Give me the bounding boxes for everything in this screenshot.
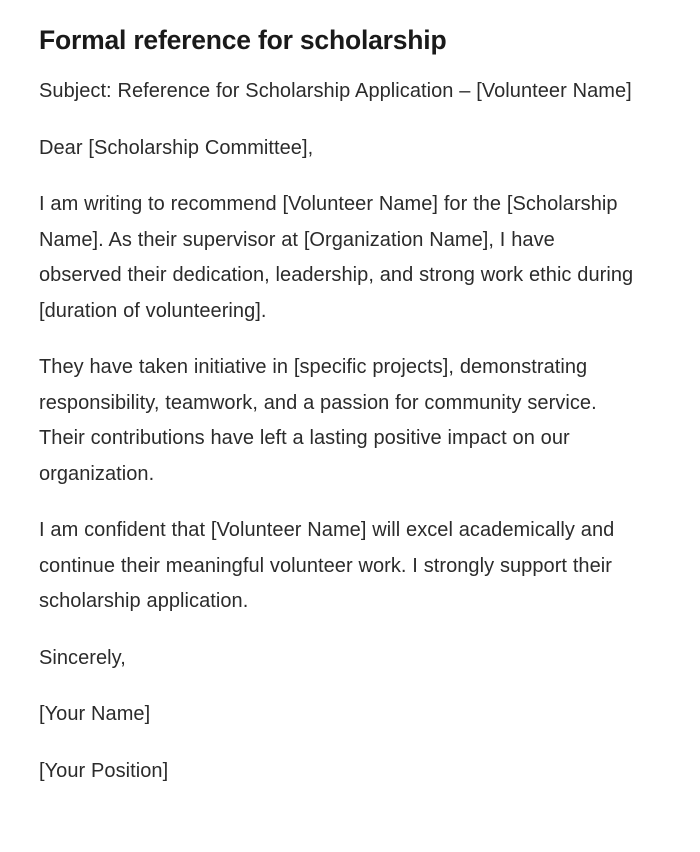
paragraph-salutation: Dear [Scholarship Committee], — [39, 136, 314, 159]
paragraph-subject-line: Subject: Reference for Scholarship Application – [Volunteer Name] — [39, 80, 632, 102]
reference-letter-article — [39, 24, 640, 789]
paragraph-recommendation-intro: I am writing to recommend [Volunteer Name] for the [Scholarship Name]. As their supervisor at [Organization Name], I have observed their dedication, leadership, and strong work ethic during [duration of volunteering]. — [39, 193, 634, 322]
paragraph-signature-name: [Your Name] — [39, 703, 151, 725]
page-title: Formal reference for scholarship — [39, 25, 447, 55]
paragraph-closing: Sincerely, — [39, 646, 126, 669]
letter-body — [39, 74, 640, 789]
paragraph-initiative-details: They have taken initiative in [specific projects], demonstrating responsibility, teamwork, and a passion for community service. Their contributions have left a lasting positive impact on our organization. — [39, 356, 597, 485]
paragraph-endorsement: I am confident that [Volunteer Name] will excel academically and continue their meaningful volunteer work. I strongly support their scholarship application. — [39, 519, 615, 612]
paragraph-signature-position: [Your Position] — [39, 759, 169, 782]
